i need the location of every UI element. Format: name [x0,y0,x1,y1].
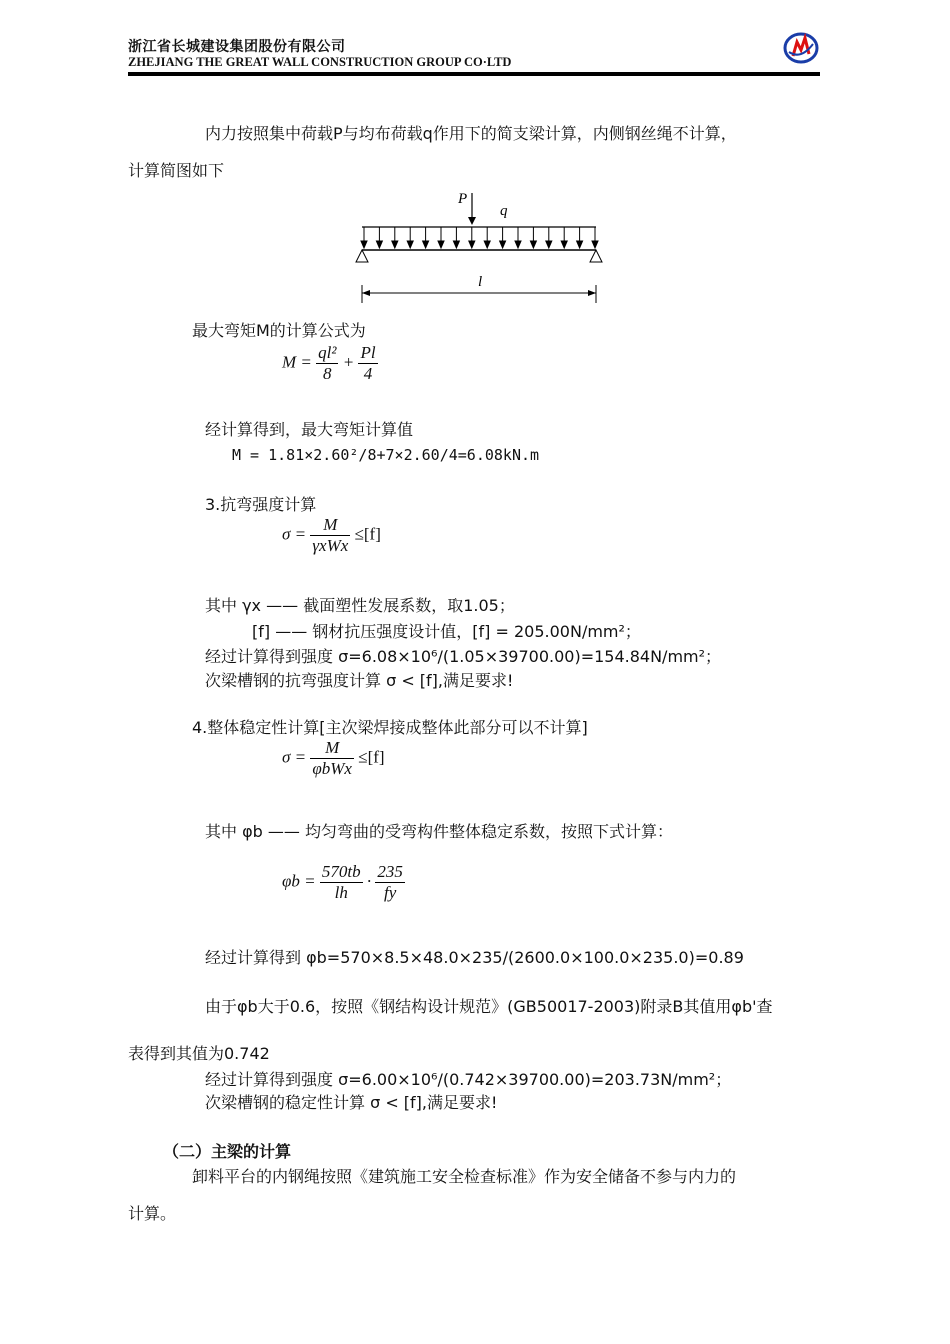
load-arrow-head [530,241,536,248]
load-arrow-head [361,241,367,248]
moment-formula: M = $\frac{\text{ql²}}{8}$ + $\frac{Pl}{4}$ [282,343,376,383]
phi-definition: 其中 φb —— 均匀弯曲的受弯构件整体稳定系数，按照下式计算： [205,822,673,841]
bend-formula: σ = $\frac{M}{\text{γxWx}}$ ≤[f] [282,515,381,555]
main-beam-title: （二）主梁的计算 [163,1142,292,1161]
load-arrow-head [438,241,444,248]
beam-diagram [350,185,610,310]
moment-title: 最大弯矩M的计算公式为 [192,321,366,340]
load-arrow-head [577,241,583,248]
bend-strength-calc: 经过计算得到强度 σ=6.08×10⁶/(1.05×39700.00)=154.84N/mm²； [205,647,722,666]
company-logo-icon [783,30,819,66]
load-arrow-head [423,241,429,248]
load-arrow-head [453,241,459,248]
f-definition: [f] —— 钢材抗压强度设计值，[f] = 205.00N/mm²； [252,622,641,641]
main-beam-line-2: 计算。 [128,1204,177,1223]
gamma-definition: 其中 γx —— 截面塑性发展系数，取1.05； [205,596,515,615]
phi-formula: φb = $\frac{570tb}{lh}$ · $\frac{235}{fy}$ [282,862,403,902]
stability-calc: 经过计算得到强度 σ=6.00×10⁶/(0.742×39700.00)=203.73N/mm²； [205,1070,732,1089]
load-arrow-head [392,241,398,248]
label-P: P [458,191,468,207]
bend-strength-conclusion: 次梁槽钢的抗弯强度计算 σ < [f],满足要求! [205,671,514,690]
load-arrow-head [484,241,490,248]
phi-note-line-2: 表得到其值为0.742 [128,1044,270,1063]
load-arrow-head [376,241,382,248]
header-rule [128,72,820,76]
label-q: q [500,203,508,219]
intro-line-2: 计算简图如下 [128,161,225,180]
section-3-title: 3.抗弯强度计算 [205,495,317,514]
load-arrow-head [515,241,521,248]
intro-line-1: 内力按照集中荷载P与均布荷载q作用下的简支梁计算，内侧钢丝绳不计算， [205,124,737,143]
phi-note-line-1: 由于φb大于0.6，按照《钢结构设计规范》(GB50017-2003)附录B其值用φb'查 [205,997,773,1016]
company-name-cn: 浙江省长城建设集团股份有限公司 [128,39,346,55]
phi-calc: 经过计算得到 φb=570×8.5×48.0×235/(2600.0×100.0×235.0)=0.89 [205,948,744,967]
load-arrow-head [546,241,552,248]
main-beam-line-1: 卸料平台的内钢绳按照《建筑施工安全检查标准》作为安全储备不参与内力的 [192,1167,737,1186]
section-4-title: 4.整体稳定性计算[主次梁焊接成整体此部分可以不计算] [192,718,588,737]
load-arrow-head [469,241,475,248]
load-arrow-head [407,241,413,248]
load-arrow-head [592,241,598,248]
moment-result: M = 1.81×2.60²/8+7×2.60/4=6.08kN.m [232,446,540,464]
moment-result-title: 经计算得到，最大弯矩计算值 [205,420,414,439]
load-arrow-head [500,241,506,248]
label-l: l [478,274,483,290]
load-arrow-head [561,241,567,248]
company-name-en: ZHEJIANG THE GREAT WALL CONSTRUCTION GROUP CO·LTD [128,55,512,69]
stability-conclusion: 次梁槽钢的稳定性计算 σ < [f],满足要求! [205,1093,498,1112]
stability-formula: σ = $\frac{M}{\text{φbWx}}$ ≤[f] [282,738,385,778]
